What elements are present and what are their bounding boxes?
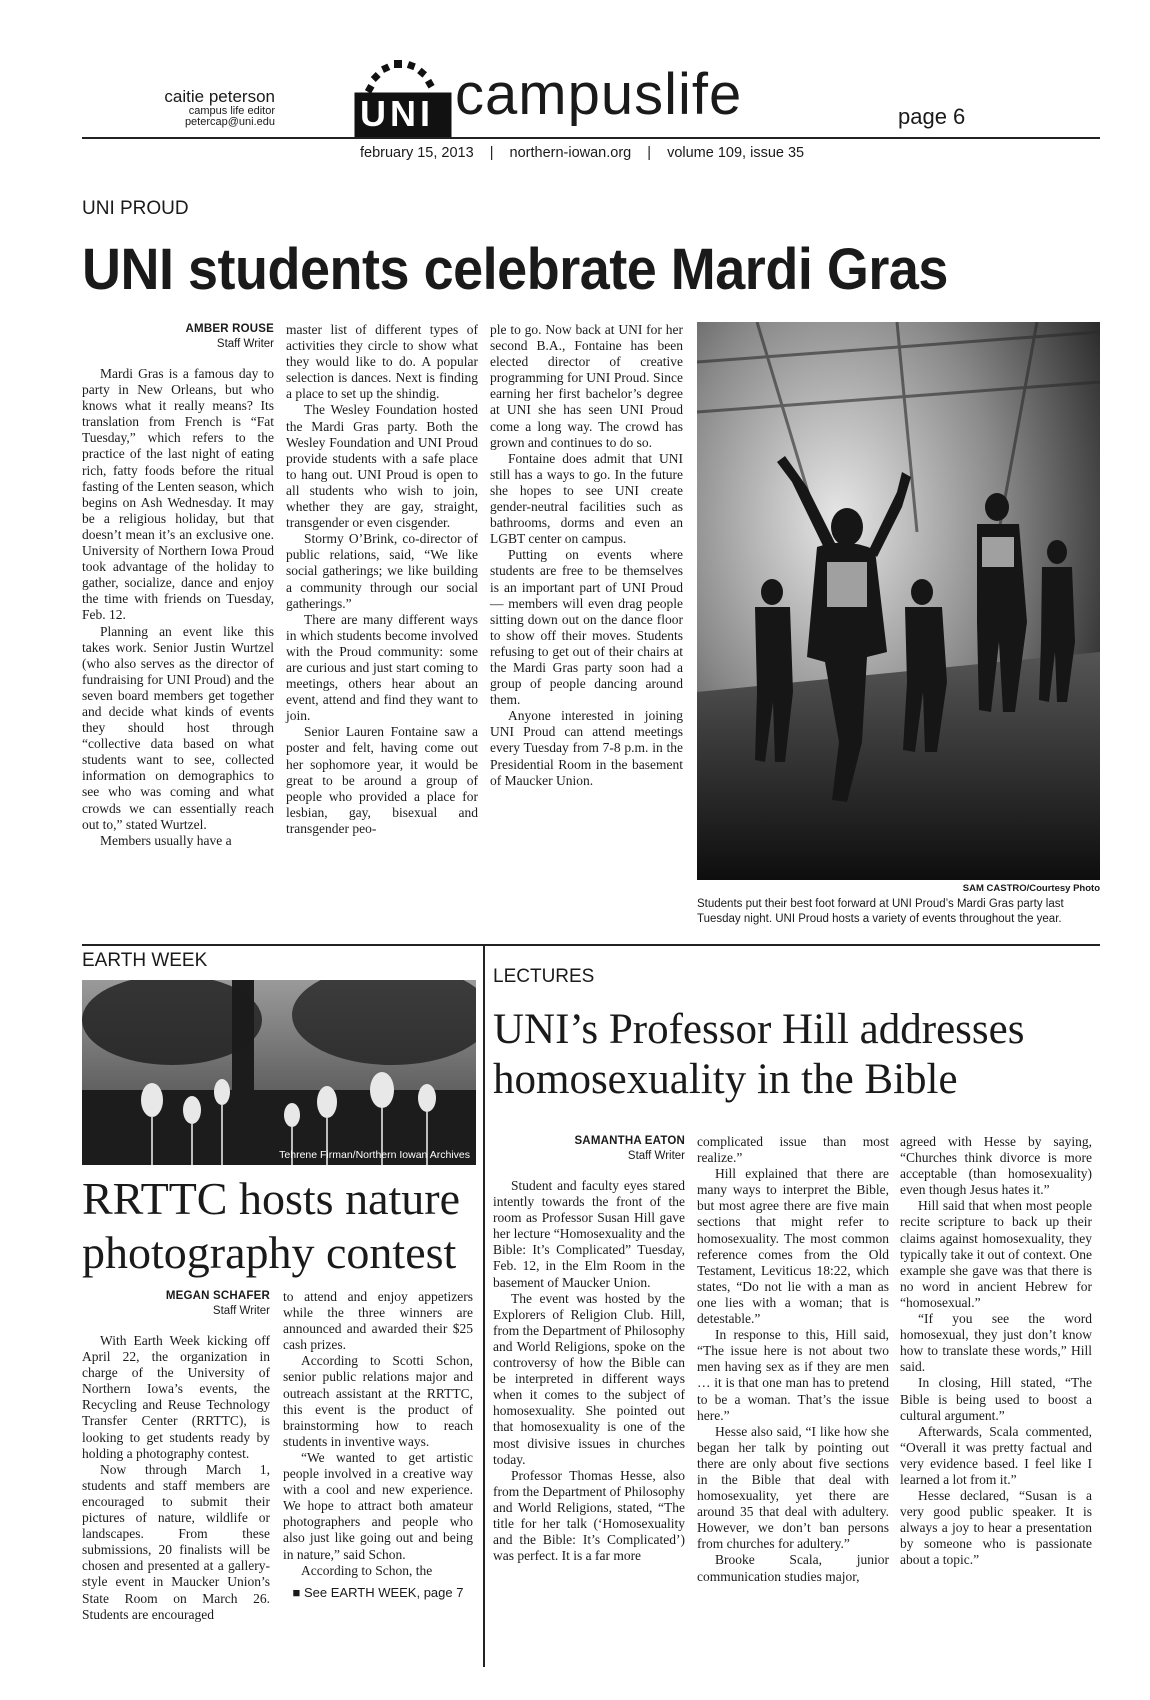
paragraph: Now through March 1, students and staff members are encouraged to submit their pictures of nature, wildlife or landscapes. From these submissions, 20 finalists will be chosen and presented at a gallery-style event in Maucker Union’s State Room on March 26. Students are encouraged	[82, 1461, 270, 1622]
paragraph: Hesse also said, “I like how she began her talk by pointing out there are only about five sections in the Bible that deal with homosexuality, yet there are around 35 that deal with adultery. However, we don’t ban persons from churches for adultery.”	[697, 1423, 889, 1552]
author-role: Staff Writer	[212, 1305, 270, 1317]
paragraph: Brooke Scala, junior communication studies major,	[697, 1552, 889, 1584]
editor-name: caitie peterson	[164, 87, 275, 106]
section-divider	[82, 944, 1100, 946]
issue-date: february 15, 2013	[360, 145, 474, 161]
byline	[82, 322, 274, 352]
author-role: Staff Writer	[627, 1150, 685, 1162]
article1-column-1	[82, 322, 274, 849]
section-kicker-lectures: LECTURES	[493, 966, 595, 987]
section-name: campuslife	[455, 62, 743, 127]
article1-column-3	[490, 322, 683, 789]
logo-text: UNI	[360, 93, 434, 134]
article2-column-2	[283, 1289, 473, 1600]
author-role: Staff Writer	[216, 338, 274, 350]
continued-jump-link[interactable]: ■ See EARTH WEEK, page 7	[292, 1584, 464, 1600]
column-divider	[483, 945, 485, 1667]
dateline	[360, 145, 804, 161]
paragraph: The event was hosted by the Explorers of Religion Club. Hill, from the Department of Philosophy and World Religions, spoke on the controversy of how the Bible can be interpreted in different ways when it comes to the subject of homosexuality. She pointed out that homosexuality is one of the most divisive issues in churches today.	[493, 1290, 685, 1467]
byline	[82, 1289, 270, 1319]
paragraph: Anyone interested in joining UNI Proud can attend meetings every Tuesday from 7-8 p.m. in the Presidential Room in the basement of Maucker Union.	[490, 708, 683, 788]
dance-photo-image	[697, 322, 1100, 880]
paragraph: With Earth Week kicking off April 22, the organization in charge of the University of Northern Iowa’s events, the Recycling and Reuse Technology Transfer Center (RRTTC), is looking to get students ready by holding a photography contest.	[82, 1333, 270, 1461]
author-name: AMBER ROUSE	[185, 323, 274, 335]
page-number: page 6	[898, 104, 966, 129]
paragraph: The Wesley Foundation hosted the Mardi Gras party. Both the Wesley Foundation and UNI Proud provide students with a safe place to hang out. UNI Proud is open to all students who wish to join, whether they are gay, straight, transgender or even cisgender.	[286, 402, 478, 531]
paragraph: Stormy O’Brink, co-director of public relations, said, “We like social gatherings; we like building a community through our social gatherings.”	[286, 531, 478, 611]
photo-credit: Tehrene Firman/Northern Iowan Archives	[279, 1149, 470, 1161]
author-name: MEGAN SCHAFER	[165, 1290, 270, 1302]
byline	[493, 1134, 685, 1164]
website-link[interactable]: northern-iowan.org	[509, 145, 632, 161]
jump-marker-icon: ■	[292, 1584, 301, 1600]
tulip-photo-image	[82, 980, 476, 1165]
paragraph: There are many different ways in which students become involved with the Proud community: some are curious and just start coming to meetings, others hear about an event, attend and find they want to join.	[286, 611, 478, 724]
article2-column-1	[82, 1289, 270, 1623]
article3-column-2	[697, 1134, 889, 1585]
editor-email[interactable]: petercap@uni.edu	[184, 116, 275, 129]
article3-column-1	[493, 1134, 685, 1564]
paragraph: In response to this, Hill said, “The issue here is not about two men having sex as if they are men … it is that one man has to pretend to be a woman. That’s the issue here.”	[697, 1327, 889, 1423]
paragraph: According to Scotti Schon, senior public relations major and outreach assistant at the RRTTC, this event is the product of brainstorming how to reach students in inventive ways.	[283, 1353, 473, 1449]
article-headline: UNI’s Professor Hill addresses homosexuality in the Bible	[493, 1006, 1025, 1103]
paragraph: Senior Lauren Fontaine saw a poster and felt, having come out her sophomore year, it would be great to be around a group of people who provided a place for lesbian, gay, bisexual and transgender peo-	[286, 724, 478, 836]
photo-credit: SAM CASTRO/Courtesy Photo	[962, 883, 1100, 894]
author-name: SAMANTHA EATON	[574, 1135, 685, 1147]
paragraph: Hesse declared, “Susan is a very good public speaker. It is always a joy to hear a presentation by someone who is passionate about a topic.”	[900, 1488, 1092, 1568]
article-text	[283, 1289, 473, 1579]
paragraph: Fontaine does admit that UNI still has a ways to go. In the future she hopes to see UNI create gender-neutral facilities such as bathrooms, dorms and even an LGBT center on campus.	[490, 450, 683, 547]
article-text	[82, 366, 274, 849]
uni-logo	[352, 50, 462, 140]
paragraph: In closing, Hill stated, “The Bible is being used to boost a cultural argument.”	[900, 1375, 1092, 1423]
paragraph: master list of different types of activities they circle to show what they would like to do. A popular selection is dances. Next is finding a place to set up the shindig.	[286, 322, 478, 402]
paragraph: complicated issue than most realize.”	[697, 1134, 889, 1166]
paragraph: “We wanted to get artistic people involved in a creative way with a cool and new experience. We hope to attract both amateur photographers and people who also just like going out and being in nature,” said Schon.	[283, 1449, 473, 1562]
paragraph: to attend and enjoy appetizers while the three winners are announced and awarded their $25 cash prizes.	[283, 1289, 473, 1353]
paragraph: Members usually have a	[100, 832, 232, 848]
mardi-gras-photo	[697, 322, 1100, 880]
paragraph: agreed with Hesse by saying, “Churches think divorce is more acceptable (than homosexuality) even though Jesus hates it.”	[900, 1134, 1092, 1198]
article-text	[493, 1178, 685, 1564]
paragraph: Professor Thomas Hesse, also from the Department of Philosophy and World Religions, stated, “The title for her talk (‘Homosexuality and the Bible: It’s Complicated’) was perfect. It is a far more	[493, 1467, 685, 1564]
article-headline: RRTTC hosts nature photography contest	[82, 1173, 460, 1278]
editor-title: campus life editor	[188, 104, 275, 117]
paragraph: Hill said that when most people recite scripture to back up their claims against homosexuality, they typically take it out of context. One example she gave was that there is no word in ancient Hebrew for “homosexual.”	[900, 1198, 1092, 1310]
article3-column-3	[900, 1134, 1092, 1569]
paragraph: “If you see the word homosexual, they just don’t know how to translate these words,” Hill said.	[900, 1311, 1092, 1375]
section-kicker-uni-proud: UNI PROUD	[82, 198, 189, 219]
paragraph: Afterwards, Scala commented, “Overall it was pretty factual and very evidence based. I feel like I learned a lot from it.”	[900, 1423, 1092, 1487]
editor-info	[140, 88, 275, 129]
paragraph: Planning an event like this takes work. Senior Justin Wurtzel (who also serves as the director of fundraising for UNI Proud) and the seven board members get together and decide what kinds of events they should host through “collective data based on what students want to see, collected information on demographics to see who was coming and what crowds we can essentially reach out to,” stated Wurtzel.	[82, 623, 274, 832]
dateline-separator: |	[489, 145, 494, 161]
paragraph: According to Schon, the	[301, 1562, 433, 1578]
section-kicker-earth-week: EARTH WEEK	[82, 950, 208, 971]
paragraph: Mardi Gras is a famous day to party in New Orleans, but who knows what it really means? Its translation from French is “Fat Tuesday,” which refers to the practice of the last night of eating rich, fatty foods before the ritual fasting of the Lenten season, which begins on Ash Wednesday. It may be a religious holiday, but that doesn’t mean it’s an exclusive one. University of Northern Iowa Proud took advantage of the holiday to gather, socialize, dance and enjoy the time with friends on Tuesday, Feb. 12.	[82, 366, 274, 623]
masthead-rule	[82, 137, 1100, 139]
article-headline: UNI students celebrate Mardi Gras	[82, 237, 948, 302]
article1-column-2	[286, 322, 478, 837]
paragraph: Putting on events where students are free to be themselves is an important part of UNI Proud — members will even drag people sitting down out on the dance floor to show off their moves. Students refusing to get out of their chairs at the Mardi Gras party soon had a group of people dancing around them.	[490, 547, 683, 708]
paragraph: ple to go. Now back at UNI for her second B.A., Fontaine has been elected director of creative programming for UNI Proud. Since earning her first bachelor’s degree at UNI she has seen UNI Proud come a long way. The crowd has grown and continues to do so.	[490, 322, 683, 450]
article-text	[82, 1333, 270, 1623]
tulip-photo	[82, 980, 476, 1165]
photo-caption: Students put their best foot forward at UNI Proud’s Mardi Gras party last Tuesday night. UNI Proud hosts a variety of events throughout the year.	[697, 898, 1064, 925]
paragraph: Hill explained that there are many ways to interpret the Bible, but most agree there are five main sections that might refer to homosexuality. The most common reference comes from the Old Testament, Leviticus 18:22, which states, “Do not lie with a man as one lies with a woman; that is detestable.”	[697, 1166, 889, 1327]
dateline-separator: |	[647, 145, 652, 161]
volume-issue: volume 109, issue 35	[667, 145, 805, 161]
paragraph: Student and faculty eyes stared intently towards the front of the room as Professor Susan Hill gave her lecture “Homosexuality and the Bible: It’s Complicated” Tuesday, Feb. 12, in the Elm Room in the basement of Maucker Union.	[493, 1178, 685, 1290]
